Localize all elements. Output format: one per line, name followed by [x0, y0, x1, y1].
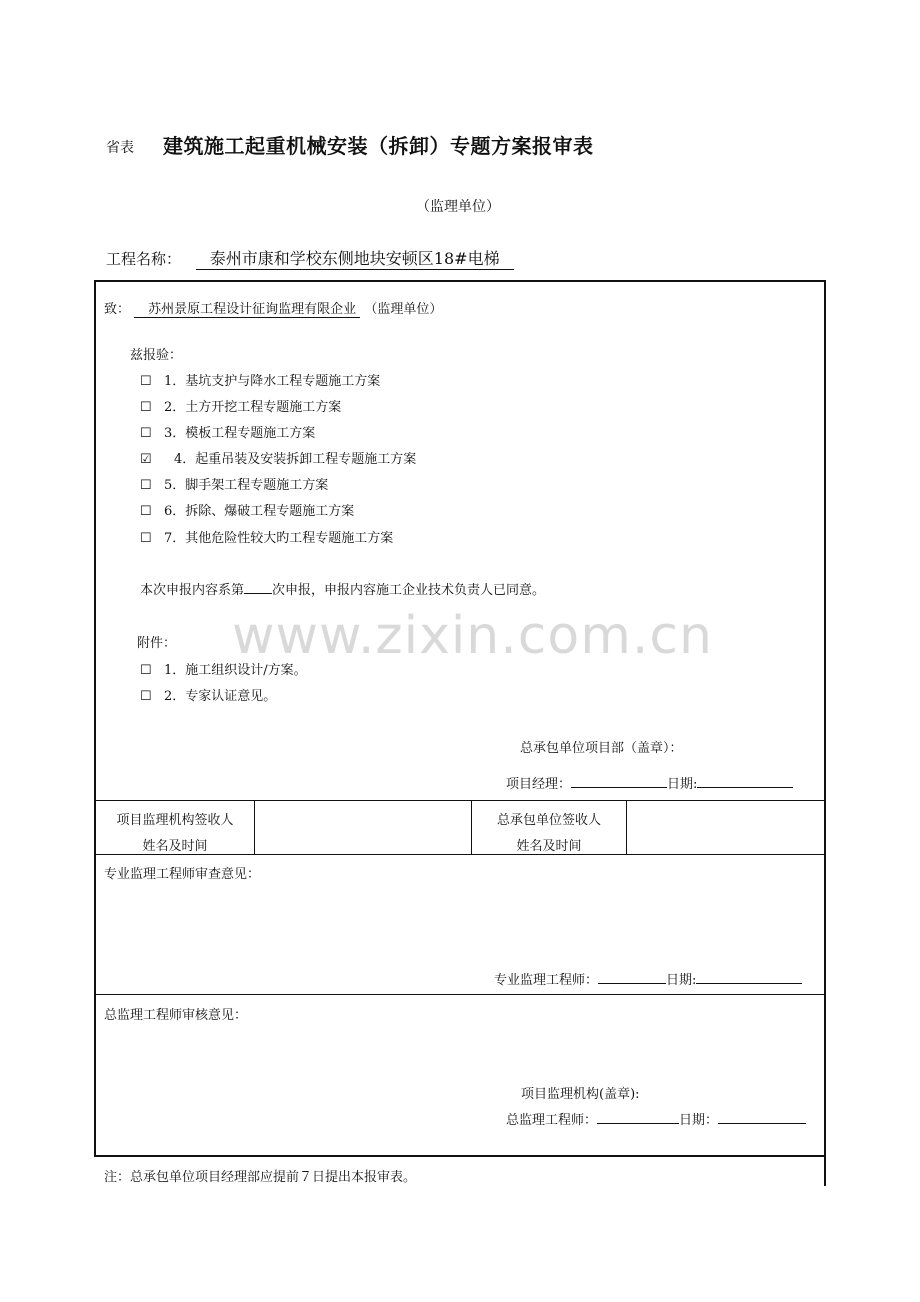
watermark: www.zixin.com.cn — [232, 606, 713, 666]
declaration-suffix: 次申报，申报内容施工企业技术负责人已同意。 — [272, 583, 546, 598]
date-label: 日期: — [667, 777, 698, 792]
contractor-receiver-label: 总承包单位签收人 — [496, 813, 601, 828]
plan-text: 2．土方开挖工程专题施工方案 — [164, 400, 342, 415]
table-top-border — [94, 280, 826, 282]
specialist-review-label: 专业监理工程师审查意见： — [104, 867, 261, 882]
checkbox-icon[interactable]: ☐ — [140, 689, 152, 704]
plan-item — [140, 474, 328, 493]
form-prefix: 省表 — [106, 140, 134, 156]
chief-engineer-label: 总监理工程师： — [506, 1113, 598, 1128]
plan-item — [140, 396, 341, 415]
supervision-org-label: 项目监理机构(盖章): — [521, 1087, 640, 1102]
supervision-receiver-label: 项目监理机构签收人 — [116, 813, 234, 828]
table-left-border — [94, 280, 96, 1157]
plan-item — [140, 422, 315, 441]
date-field[interactable] — [697, 787, 793, 788]
declaration-prefix: 本次申报内容系第 — [140, 583, 245, 598]
table-right-border — [824, 280, 826, 1186]
attachment-text: 2．专家认证意见。 — [164, 689, 277, 704]
contractor-dept-label: 总承包单位项目部（盖章）： — [520, 741, 683, 756]
to-row — [104, 298, 442, 318]
date-label: 日期: — [666, 973, 697, 988]
date-field[interactable] — [696, 983, 802, 984]
contractor-receiver-field[interactable] — [628, 802, 823, 853]
declaration-row — [140, 579, 545, 598]
project-name-label: 工程名称： — [106, 250, 182, 268]
plan-text: 5．脚手架工程专题施工方案 — [164, 478, 329, 493]
page-title: 建筑施工起重机械安装（拆卸）专题方案报审表 — [163, 134, 594, 158]
specialist-engineer-label: 专业监理工程师： — [494, 973, 599, 988]
pm-label: 项目经理： — [506, 777, 572, 792]
chief-review-label: 总监理工程师审核意见： — [104, 1008, 248, 1023]
specialist-review-field[interactable] — [104, 885, 819, 955]
supervision-receiver-field[interactable] — [256, 802, 470, 853]
submission-count-field[interactable] — [244, 593, 272, 594]
contractor-receiver-cell — [472, 808, 626, 860]
plan-text: 7．其他危险性较大旳工程专题施工方案 — [164, 531, 394, 546]
attachment-text: 1．施工组织设计/方案。 — [164, 663, 307, 678]
checkbox-icon[interactable]: ☐ — [140, 663, 152, 678]
specialist-signature-row — [494, 969, 802, 988]
column-divider — [254, 800, 255, 854]
attachment-item — [140, 685, 276, 704]
checkbox-icon[interactable]: ☐ — [140, 504, 152, 519]
to-label: 致： — [104, 302, 131, 317]
to-value: 苏州景原工程设计征询监理有限企业 — [134, 298, 360, 318]
report-label: 兹报验： — [130, 348, 183, 363]
pm-signature-field[interactable] — [571, 787, 667, 788]
supervision-receiver-cell — [96, 808, 254, 860]
plan-text: 4．起重吊装及安装拆卸工程专题施工方案 — [174, 452, 417, 467]
checkbox-icon[interactable]: ☐ — [140, 478, 152, 493]
plan-item — [140, 500, 354, 519]
attachments-label: 附件： — [137, 636, 177, 651]
table-bottom-border — [94, 1155, 826, 1157]
to-suffix: （监理单位） — [364, 302, 443, 317]
date-label: 日期： — [679, 1113, 719, 1128]
project-name-row — [106, 246, 514, 270]
attachment-item — [140, 659, 307, 678]
checkbox-icon[interactable]: ☐ — [140, 531, 152, 546]
plan-item — [140, 370, 380, 389]
checkbox-icon[interactable]: ☐ — [140, 374, 152, 389]
plan-text: 3．模板工程专题施工方案 — [164, 426, 316, 441]
row-divider — [94, 994, 826, 995]
plan-text: 6．拆除、爆破工程专题施工方案 — [164, 504, 355, 519]
specialist-signature-field[interactable] — [598, 983, 666, 984]
checkbox-icon[interactable]: ☐ — [140, 426, 152, 441]
plan-item — [140, 527, 393, 546]
chief-review-field[interactable] — [104, 1026, 819, 1076]
supervision-receiver-sublabel: 姓名及时间 — [142, 839, 208, 854]
column-divider — [626, 800, 627, 854]
footer-note: 注：总承包单位项目经理部应提前７日提出本报审表。 — [104, 1170, 417, 1185]
project-name-value: 泰州市康和学校东侧地块安顿区18#电梯 — [196, 246, 514, 270]
checked-checkbox-icon[interactable]: ☑ — [140, 452, 152, 467]
contractor-receiver-sublabel: 姓名及时间 — [516, 839, 582, 854]
date-field[interactable] — [718, 1123, 806, 1124]
pm-signature-row — [506, 773, 793, 792]
supervisor-unit-label: （监理单位） — [416, 199, 500, 215]
chief-signature-row — [506, 1109, 806, 1128]
chief-signature-field[interactable] — [597, 1123, 679, 1124]
row-divider — [94, 800, 826, 801]
checkbox-icon[interactable]: ☐ — [140, 400, 152, 415]
plan-item — [140, 448, 416, 467]
plan-text: 1．基坑支护与降水工程专题施工方案 — [164, 374, 381, 389]
